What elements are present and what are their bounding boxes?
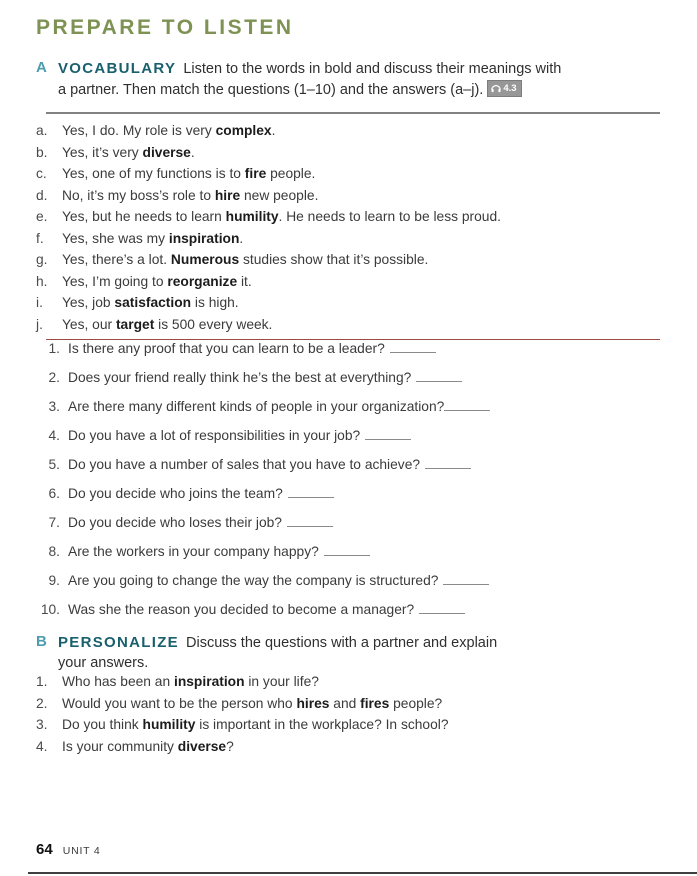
section-b-letter: B [36,632,47,650]
section-a-body [58,58,563,100]
answer-blank [444,398,490,411]
list-item: 9. Are you going to change the way the company is structured? [36,572,657,589]
answer-blank [425,456,471,469]
list-item: 10. Was she the reason you decided to become a manager? [36,601,657,618]
list-item: 4. Do you have a lot of responsibilities in your job? [36,427,657,444]
list-item: f. Yes, she was my inspiration. [36,230,244,246]
list-item: 2. Does your friend really think he’s the best at everything? [36,369,657,386]
audio-track-number: 4.3 [503,82,517,94]
list-item: 2. Would you want to be the person who hires and fires people? [36,695,443,711]
answer-blank [324,543,370,556]
list-item: j. Yes, our target is 500 every week. [36,316,273,332]
list-item: 1. Is there any proof that you can learn to be a leader? [36,340,657,357]
section-a-letter: A [36,59,47,76]
answer-blank [443,572,489,585]
list-item: 1. Who has been an inspiration in your life? [36,674,319,690]
list-item: d. No, it’s my boss’s role to hire new people. [36,187,319,203]
page-number: 64 [36,841,53,858]
answer-blank [416,369,462,382]
answer-blank [390,340,436,353]
list-item: 4. Is your community diverse? [36,738,234,754]
section-a-instructions: Listen to the words in bold and discuss their meanings with a partner. Then match the questions (1–10) and the answers (a–j). [58,61,562,98]
list-item: 6. Do you decide who joins the team? [36,485,657,502]
list-item: 3. Do you think humility is important in the workplace? In school? [36,717,449,733]
section-b-body [58,632,510,674]
unit-label: UNIT 4 [62,845,101,857]
section-a [36,58,657,100]
list-item: a. Yes, I do. My role is very complex. [36,123,276,139]
section-b-heading: PERSONALIZE [58,633,179,651]
answers-list [36,123,657,333]
section-b-instructions: Discuss the questions with a partner and explain your answers. [58,634,498,672]
list-item: 5. Do you have a number of sales that you have to achieve? [36,456,657,473]
list-item: g. Yes, there’s a lot. Numerous studies show that it’s possible. [36,252,429,268]
headphones-icon [491,84,501,93]
list-item: 8. Are the workers in your company happy? [36,543,657,560]
list-item: h. Yes, I’m going to reorganize it. [36,273,252,289]
section-b [36,632,657,674]
page-title: PREPARE TO LISTEN [36,16,294,39]
list-item: i. Yes, job satisfaction is high. [36,295,239,311]
section-a-heading: VOCABULARY [58,60,177,77]
list-item: 3. Are there many different kinds of people in your organization? [36,398,657,415]
answer-blank [365,427,411,440]
list-item: e. Yes, but he needs to learn humility. He needs to learn to be less proud. [36,209,501,225]
page-footer [36,841,101,858]
audio-track-badge [487,80,521,97]
questions-list [36,340,657,618]
answers-top-rule [46,112,660,114]
answer-blank [287,514,333,527]
page-bottom-edge [28,872,697,874]
list-item: c. Yes, one of my functions is to fire people. [36,166,316,182]
answer-blank [288,485,334,498]
list-item: 7. Do you decide who loses their job? [36,514,657,531]
answer-blank [419,601,465,614]
personalize-list [36,674,657,755]
list-item: b. Yes, it’s very diverse. [36,144,195,160]
